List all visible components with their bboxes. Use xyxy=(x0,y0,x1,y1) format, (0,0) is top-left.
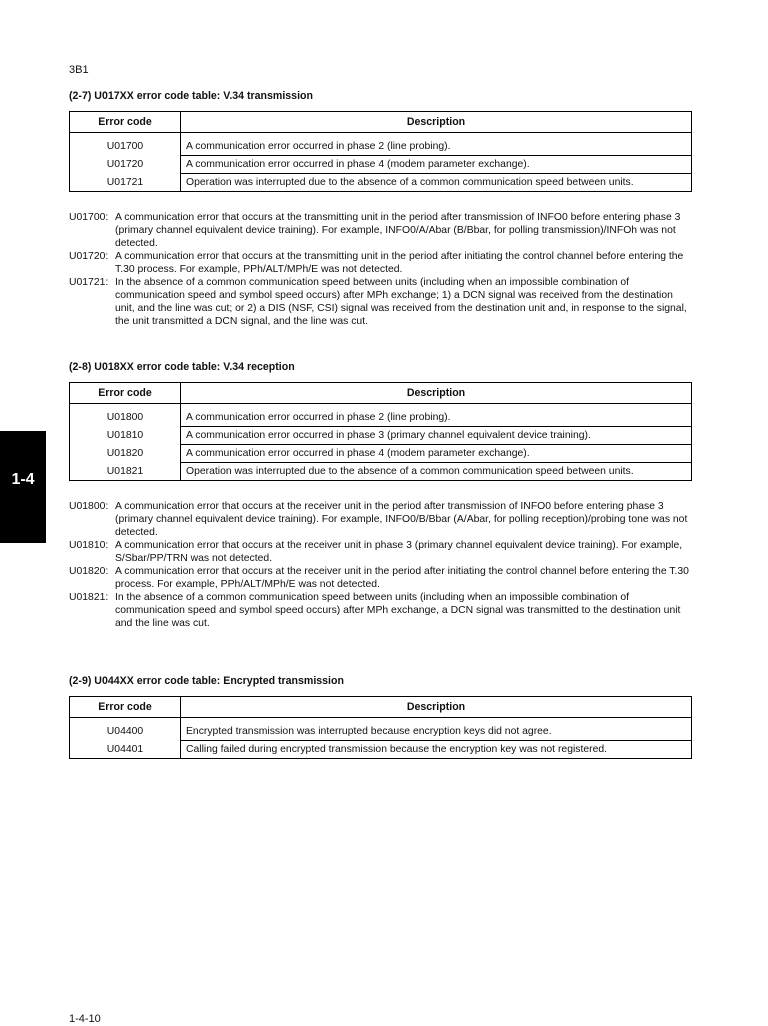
section-title: (2-7) U017XX error code table: V.34 transmission xyxy=(69,90,313,102)
table-row xyxy=(70,404,692,427)
error-code-cell: U04401 xyxy=(70,741,181,759)
table-row xyxy=(70,174,692,192)
error-code-cell: U01700 xyxy=(70,133,181,156)
note-code: U01820: xyxy=(69,566,109,577)
note-text: A communication error that occurs at the receiver unit in phase 3 (primary channel equivalent device training). For example, S/Sbar/PP/TRN was not detected. xyxy=(115,540,683,564)
error-code-cell: U01800 xyxy=(70,404,181,427)
section-u044xx xyxy=(69,675,692,759)
section-title: (2-8) U018XX error code table: V.34 reception xyxy=(69,361,295,373)
note-item xyxy=(69,250,692,276)
note-code: U01721: xyxy=(69,277,109,288)
column-header-code: Error code xyxy=(70,697,181,718)
section-u017xx xyxy=(69,90,692,328)
note-code: U01720: xyxy=(69,251,109,262)
description-cell: Encrypted transmission was interrupted because encryption keys did not agree. xyxy=(181,718,692,741)
note-item xyxy=(69,276,692,328)
table-row xyxy=(70,718,692,741)
table-row xyxy=(70,463,692,481)
page-id: 3B1 xyxy=(69,64,89,76)
note-code: U01821: xyxy=(69,592,109,603)
description-cell: Calling failed during encrypted transmission because the encryption key was not registered. xyxy=(186,744,608,755)
error-code-table xyxy=(69,696,692,759)
error-code-table xyxy=(69,382,692,481)
page-number: 1-4-10 xyxy=(69,1013,101,1025)
table-row xyxy=(70,741,692,759)
description-cell: Operation was interrupted due to the absence of a common communication speed between units. xyxy=(186,466,634,477)
description-cell: A communication error occurred in phase 2 (line probing). xyxy=(181,133,692,156)
section-u018xx xyxy=(69,361,692,630)
error-code-cell: U01820 xyxy=(70,445,181,463)
table-row xyxy=(70,427,692,445)
error-code-cell: U04400 xyxy=(70,718,181,741)
note-code: U01700: xyxy=(69,212,109,223)
note-text: A communication error that occurs at the transmitting unit in the period after initiating the control channel before entering the T.30 process. For example, PPh/ALT/MPh/E was not detected. xyxy=(115,251,684,275)
note-item xyxy=(69,211,692,250)
table-row xyxy=(70,156,692,174)
note-text: A communication error that occurs at the transmitting unit in the period after transmission of INFO0 before entering phase 3 (primary channel equivalent device training). For example, INFO0/A/Abar (B/Bbar, for polling transmission)/INFOh was not detected. xyxy=(115,212,681,249)
table-header-row xyxy=(70,112,692,133)
table-row xyxy=(70,445,692,463)
table-header-row xyxy=(70,697,692,718)
description-cell: A communication error occurred in phase 2 (line probing). xyxy=(181,404,692,427)
error-code-cell: U01720 xyxy=(70,156,181,174)
note-code: U01810: xyxy=(69,540,109,551)
note-item xyxy=(69,565,692,591)
column-header-description: Description xyxy=(181,112,692,133)
note-item xyxy=(69,591,692,630)
column-header-description: Description xyxy=(181,383,692,404)
note-code: U01800: xyxy=(69,501,109,512)
note-text: In the absence of a common communication speed between units (including when an impossible combination of communication speed and symbol speed occurs) after MPh exchange; 1) a DCN signal was received from the destination unit, and the line was cut; or 2) a DIS (NSF, CSI) signal was received from the destination unit and, in response to the signal, the unit transmitted a DCN signal, and the line was cut. xyxy=(115,277,687,327)
table-row xyxy=(70,133,692,156)
description-cell: A communication error occurred in phase 4 (modem parameter exchange). xyxy=(181,156,692,174)
error-code-table xyxy=(69,111,692,192)
note-text: In the absence of a common communication speed between units (including when an impossible combination of communication speed and symbol speed occurs) after MPh exchange, a DCN signal was transmitted to the destination unit and the line was cut. xyxy=(115,592,681,629)
chapter-tab-label: 1-4 xyxy=(11,471,35,488)
note-item xyxy=(69,500,692,539)
notes-list xyxy=(69,500,692,630)
description-cell: Operation was interrupted due to the absence of a common communication speed between units. xyxy=(186,177,634,188)
description-cell: A communication error occurred in phase 4 (modem parameter exchange). xyxy=(181,445,692,463)
column-header-code: Error code xyxy=(70,383,181,404)
section-title: (2-9) U044XX error code table: Encrypted transmission xyxy=(69,675,344,687)
chapter-tab xyxy=(0,431,46,543)
error-code-cell: U01721 xyxy=(70,174,181,192)
note-text: A communication error that occurs at the receiver unit in the period after initiating the control channel before entering the T.30 process. For example, PPh/ALT/MPh/E was not detected. xyxy=(115,566,689,590)
note-item xyxy=(69,539,692,565)
table-header-row xyxy=(70,383,692,404)
notes-list xyxy=(69,211,692,328)
error-code-cell: U01821 xyxy=(70,463,181,481)
description-cell: A communication error occurred in phase 3 (primary channel equivalent device training). xyxy=(181,427,692,445)
column-header-code: Error code xyxy=(70,112,181,133)
column-header-description: Description xyxy=(181,697,692,718)
note-text: A communication error that occurs at the receiver unit in the period after transmission of INFO0 before entering phase 3 (primary channel equivalent device training). For example, INFO0/B/Bbar (A/Abar, for polling reception)/probing tone was not detected. xyxy=(115,501,688,538)
error-code-cell: U01810 xyxy=(70,427,181,445)
